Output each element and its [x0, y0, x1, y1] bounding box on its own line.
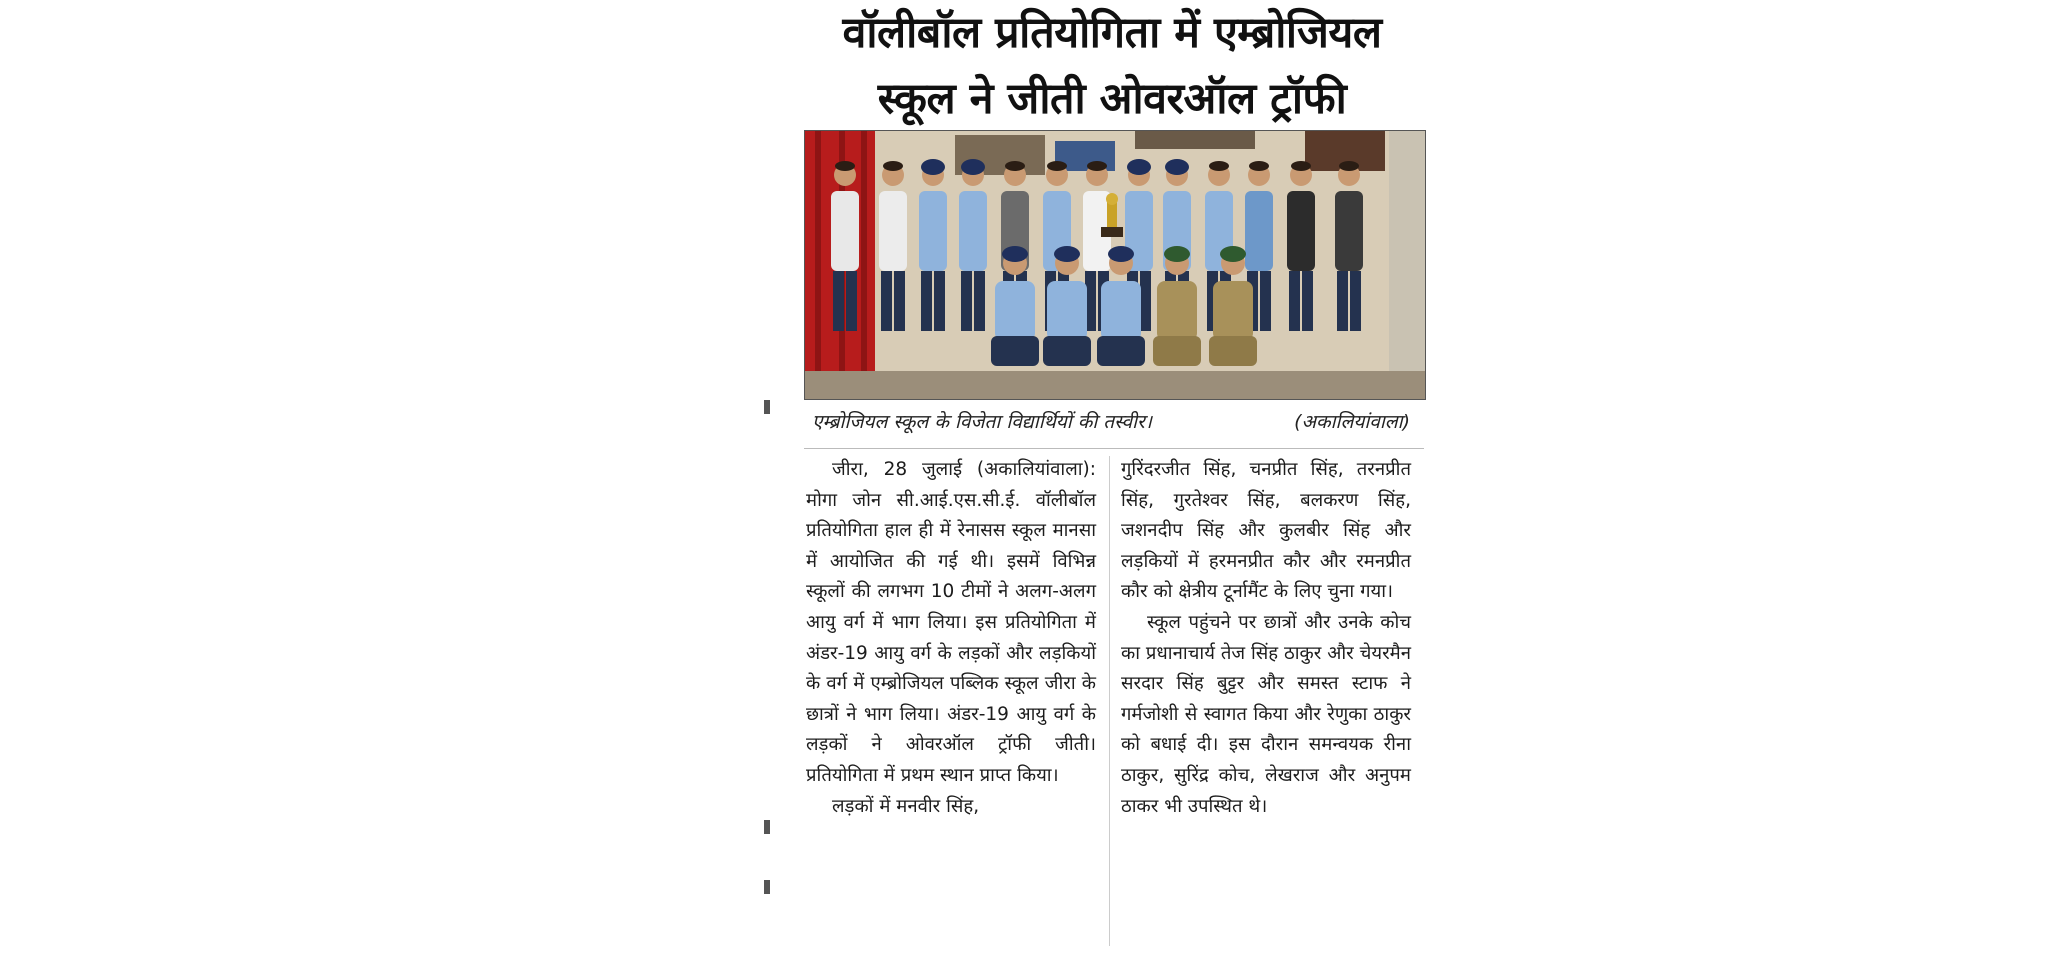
column-divider	[1109, 456, 1110, 946]
clip-edge-mark	[764, 820, 770, 834]
group-photo	[804, 130, 1426, 400]
article-column-1	[806, 455, 1096, 950]
headline-line-2: स्कूल ने जीती ओवरऑल ट्रॉफी	[877, 74, 1347, 124]
caption-text: एम्ब्रोजियल स्कूल के विजेता विद्यार्थियों की तस्वीर।	[812, 411, 1152, 433]
article-paragraph: गुरिंदरजीत सिंह, चनप्रीत सिंह, तरनप्रीत सिंह, गुरतेश्वर सिंह, बलकरण सिंह, जशनदीप सिंह और कुलबीर सिंह और लड़कियों में हरमनप्रीत कौर और रमनप्रीत कौर को क्षेत्रीय टूर्नामैंट के लिए चुना गया।	[1121, 459, 1411, 603]
news-clipping	[796, 0, 1428, 957]
clip-edge-mark	[764, 400, 770, 414]
divider	[804, 448, 1424, 449]
headline-line-1: वॉलीबॉल प्रतियोगिता में एम्ब्रोजियल	[842, 8, 1382, 58]
article-paragraph: लड़कों में मनवीर सिंह,	[832, 795, 980, 817]
headline	[796, 0, 1428, 132]
article-paragraph: स्कूल पहुंचने पर छात्रों और उनके कोच का प्रधानाचार्य तेज सिंह ठाकुर और चेयरमैन सरदार सिंह बुट्टर और समस्त स्टाफ ने गर्मजोशी से स्वागत किया और रेणुका ठाकुर को बधाई दी। इस दौरान समन्वयक रीना ठाकुर, सुरिंद्र कोच, लेखराज और अनुपम ठाकर भी उपस्थित थे।	[1121, 611, 1411, 817]
caption-credit: (अकालियांवाला)	[1294, 411, 1410, 433]
photo-caption	[796, 404, 1428, 440]
group-photo-illustration	[805, 131, 1425, 399]
article-column-2	[1121, 455, 1411, 950]
clip-edge-mark	[764, 880, 770, 894]
article-paragraph: जीरा, 28 जुलाई (अकालियांवाला): मोगा जोन सी.आई.एस.सी.ई. वॉलीबॉल प्रतियोगिता हाल ही में रेनासस स्कूल मानसा में आयोजित की गई थी। इसमें विभिन्न स्कूलों की लगभग 10 टीमों ने अलग-अलग आयु वर्ग में भाग लिया। इस प्रतियोगिता में अंडर-19 आयु वर्ग के लड़कों और लड़कियों के वर्ग में एम्ब्रोजियल पब्लिक स्कूल जीरा के छात्रों ने भाग लिया। अंडर-19 आयु वर्ग के लड़कों ने ओवरऑल ट्रॉफी जीती। प्रतियोगिता में प्रथम स्थान प्राप्त किया।	[806, 459, 1096, 786]
